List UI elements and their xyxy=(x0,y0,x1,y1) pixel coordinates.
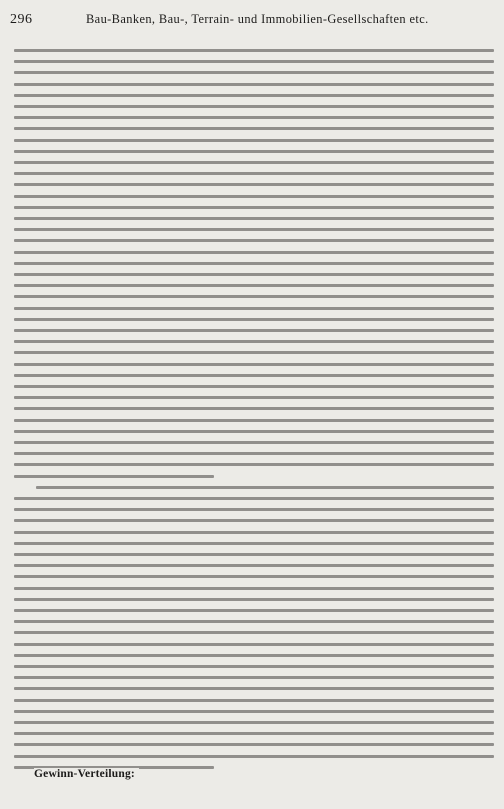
text-line xyxy=(14,598,494,601)
text-line xyxy=(14,295,494,298)
text-line xyxy=(14,239,494,242)
text-line xyxy=(14,441,494,444)
text-line xyxy=(14,329,494,332)
text-line xyxy=(14,654,494,657)
text-line xyxy=(14,71,494,74)
page-number: 296 xyxy=(10,12,33,27)
text-line xyxy=(14,665,494,668)
text-line xyxy=(14,699,494,702)
text-line xyxy=(14,161,494,164)
text-line xyxy=(14,564,494,567)
text-line xyxy=(14,452,494,455)
text-line xyxy=(14,676,494,679)
text-line xyxy=(14,721,494,724)
text-line xyxy=(14,396,494,399)
text-line xyxy=(14,60,494,63)
gewinn-verteilung-heading: Gewinn-Verteilung: xyxy=(34,768,139,780)
text-line xyxy=(14,116,494,119)
text-line xyxy=(14,273,494,276)
text-line xyxy=(14,419,494,422)
text-line xyxy=(14,687,494,690)
text-line xyxy=(14,542,494,545)
text-line xyxy=(14,217,494,220)
text-line xyxy=(14,497,494,500)
text-line xyxy=(14,150,494,153)
text-line xyxy=(14,206,494,209)
text-line xyxy=(14,127,494,130)
text-line xyxy=(14,609,494,612)
text-line xyxy=(14,553,494,556)
text-line xyxy=(14,363,494,366)
text-line xyxy=(14,262,494,265)
text-line xyxy=(14,531,494,534)
text-line xyxy=(14,83,494,86)
text-line xyxy=(14,631,494,634)
text-line xyxy=(36,486,494,489)
text-line xyxy=(14,307,494,310)
text-line xyxy=(14,407,494,410)
text-line xyxy=(14,251,494,254)
text-line xyxy=(14,743,494,746)
text-line xyxy=(14,351,494,354)
text-line xyxy=(14,475,214,478)
text-line xyxy=(14,620,494,623)
text-line xyxy=(14,643,494,646)
text-line xyxy=(14,183,494,186)
text-line xyxy=(14,172,494,175)
text-line xyxy=(14,105,494,108)
text-line xyxy=(14,587,494,590)
text-line xyxy=(14,575,494,578)
text-line xyxy=(14,195,494,198)
text-line xyxy=(14,710,494,713)
text-line xyxy=(14,94,494,97)
text-line xyxy=(14,385,494,388)
text-line xyxy=(14,139,494,142)
text-line xyxy=(14,374,494,377)
text-line xyxy=(14,340,494,343)
text-line xyxy=(14,463,494,466)
text-line xyxy=(14,508,494,511)
text-line xyxy=(14,755,494,758)
text-line xyxy=(14,430,494,433)
text-line xyxy=(14,519,494,522)
text-line xyxy=(14,228,494,231)
running-header: Bau-Banken, Bau-, Terrain- und Immobilien-Gesellschaften etc. xyxy=(86,12,429,26)
text-line xyxy=(14,49,494,52)
text-line xyxy=(14,284,494,287)
text-line xyxy=(14,732,494,735)
text-line xyxy=(14,318,494,321)
